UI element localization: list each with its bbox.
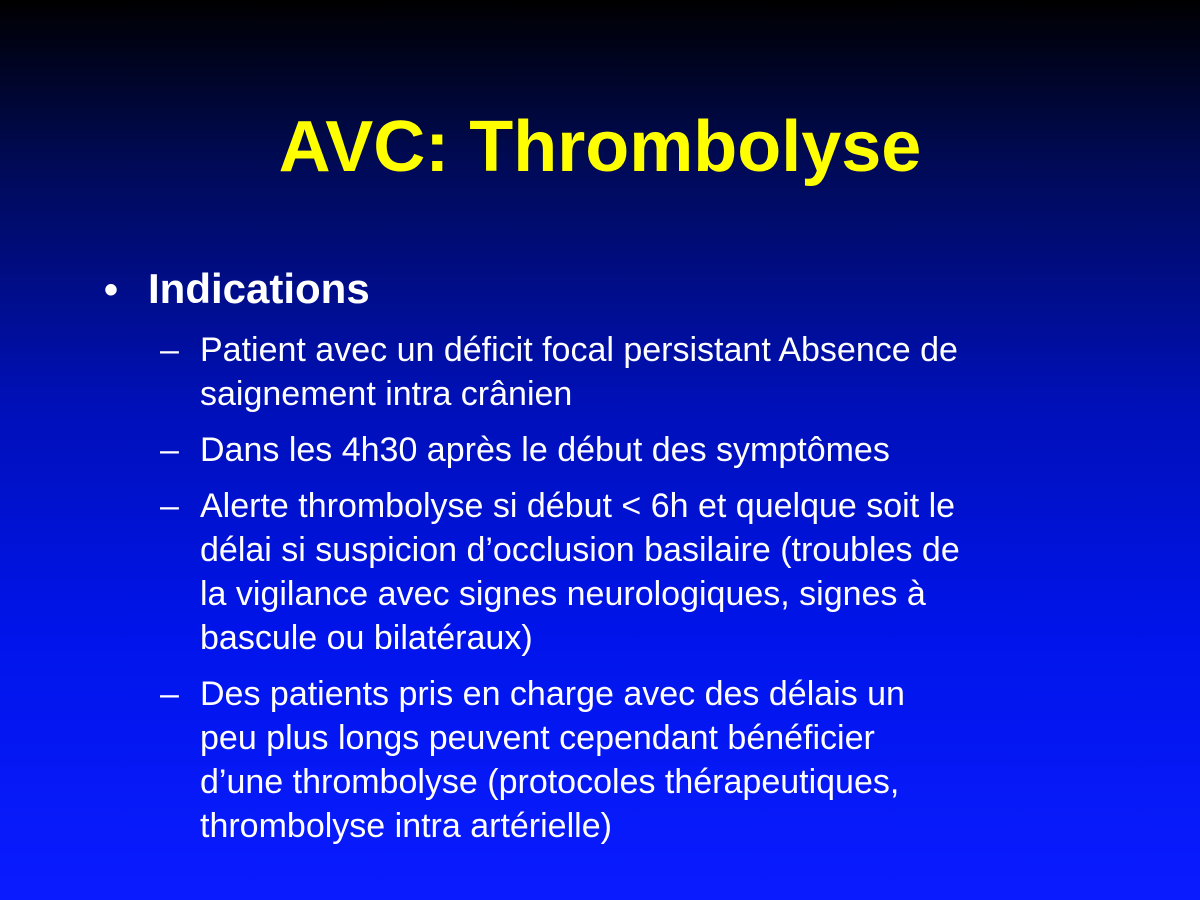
sub-bullet-text: Patient avec un déficit focal persistant Absence de saignement intra crânien — [200, 331, 958, 413]
sub-bullet-text: Dans les 4h30 après le début des symptômes — [200, 431, 890, 469]
sub-bullet-item — [160, 484, 1160, 660]
dash-icon: – — [160, 331, 179, 369]
section-heading: Indications — [148, 265, 370, 312]
sub-bullet-list — [160, 328, 1160, 860]
bullet-icon: • — [104, 268, 119, 312]
sub-bullet-item — [160, 328, 1160, 416]
sub-bullet-text: Alerte thrombolyse si début < 6h et quelque soit le délai si suspicion d’occlusion basilaire (troubles de la vigilance avec signes neurologiques, signes à bascule ou bilatéraux) — [200, 487, 960, 657]
bullet-item-indications — [104, 262, 370, 317]
dash-icon: – — [160, 487, 179, 525]
sub-bullet-item — [160, 428, 1160, 472]
dash-icon: – — [160, 431, 179, 469]
sub-bullet-text: Des patients pris en charge avec des délais un peu plus longs peuvent cependant bénéficier d’une thrombolyse (protocoles thérapeutiques, thrombolyse intra artérielle) — [200, 675, 905, 845]
sub-bullet-item — [160, 672, 1160, 848]
slide-title: AVC: Thrombolyse — [278, 107, 922, 187]
dash-icon: – — [160, 675, 179, 713]
